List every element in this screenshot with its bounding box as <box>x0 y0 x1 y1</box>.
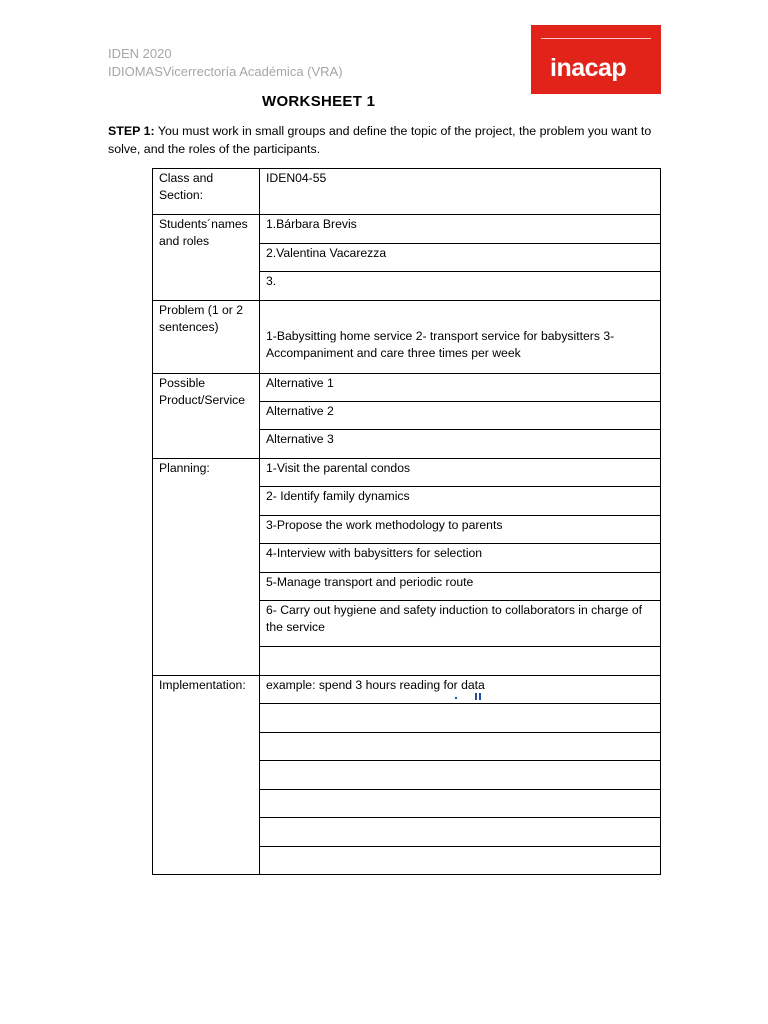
implementation-entry <box>260 761 661 790</box>
planning-step: 6- Carry out hygiene and safety induction to collaborators in charge of the service <box>260 601 661 647</box>
logo-wordmark: inacap <box>550 54 627 82</box>
step-label: STEP 1: <box>108 124 155 138</box>
step-text: You must work in small groups and define the topic of the project, the problem you want to solve, and the roles of the participants. <box>108 124 652 156</box>
implementation-entry: example: spend 3 hours reading for data <box>260 676 661 704</box>
stray-cursor-mark <box>455 693 483 701</box>
class-section-value: IDEN04-55 <box>260 169 661 215</box>
step-instructions <box>108 122 664 158</box>
table-row <box>153 301 661 374</box>
student-1: 1.Bárbara Brevis <box>260 215 661 244</box>
student-2: 2.Valentina Vacarezza <box>260 244 661 272</box>
table-row <box>153 459 661 487</box>
planning-step-empty <box>260 647 661 676</box>
problem-value: 1-Babysitting home service 2- transport service for babysitters 3-Accompaniment and care three times per week <box>260 301 661 374</box>
worksheet-title: WORKSHEET 1 <box>262 93 376 110</box>
table-row <box>153 215 661 244</box>
students-label: Students´names and roles <box>153 215 260 301</box>
planning-step: 5-Manage transport and periodic route <box>260 573 661 601</box>
problem-label: Problem (1 or 2 sentences) <box>153 301 260 374</box>
table-row <box>153 374 661 402</box>
alternative-3: Alternative 3 <box>260 430 661 459</box>
table-row <box>153 676 661 704</box>
document-header <box>108 45 343 81</box>
planning-step: 1-Visit the parental condos <box>260 459 661 487</box>
class-section-label: Class and Section: <box>153 169 260 215</box>
implementation-entry <box>260 847 661 875</box>
planning-label: Planning: <box>153 459 260 676</box>
implementation-entry <box>260 704 661 733</box>
worksheet-table <box>152 168 661 875</box>
implementation-entry <box>260 790 661 818</box>
header-department: IDIOMASVicerrectoría Académica (VRA) <box>108 64 343 79</box>
logo-rule <box>541 38 651 39</box>
student-3: 3. <box>260 272 661 301</box>
alternative-1: Alternative 1 <box>260 374 661 402</box>
implementation-label: Implementation: <box>153 676 260 875</box>
table-row <box>153 169 661 215</box>
implementation-entry <box>260 733 661 761</box>
planning-step: 2- Identify family dynamics <box>260 487 661 516</box>
implementation-entry <box>260 818 661 847</box>
planning-step: 4-Interview with babysitters for selection <box>260 544 661 573</box>
planning-step: 3-Propose the work methodology to parents <box>260 516 661 544</box>
alternative-2: Alternative 2 <box>260 402 661 430</box>
inacap-logo <box>531 25 661 94</box>
header-course: IDEN 2020 <box>108 46 172 61</box>
product-service-label: Possible Product/Service <box>153 374 260 459</box>
